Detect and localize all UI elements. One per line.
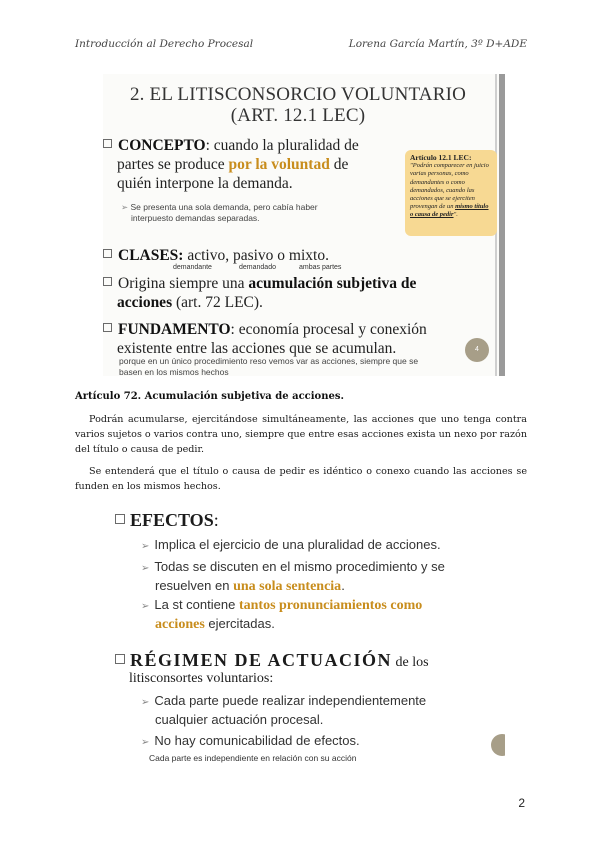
origina-block bbox=[103, 274, 498, 312]
fundamento-note bbox=[119, 356, 459, 376]
arrow-icon: ➢ bbox=[141, 697, 150, 708]
article-title: Artículo 72. Acumulación subjetiva de acciones. bbox=[75, 391, 344, 402]
efectos-item-2-d: . bbox=[341, 578, 345, 593]
origina-text-d: (art. 72 LEC). bbox=[172, 294, 263, 311]
concepto-text-a: : cuando la pluralidad de bbox=[205, 137, 359, 154]
efectos-item-1-text: Implica el ejercicio de una pluralidad de acciones. bbox=[154, 537, 441, 552]
slide-number-badge: 4 bbox=[465, 338, 489, 362]
header-right: Lorena García Martín, 3º D+ADE bbox=[348, 38, 527, 50]
arrow-icon: ➢ bbox=[141, 737, 150, 748]
slide-efectos bbox=[105, 502, 505, 772]
origina-text-a: Origina siempre una bbox=[118, 275, 249, 292]
slide-number-badge bbox=[491, 734, 505, 756]
arrow-icon: ➢ bbox=[141, 563, 150, 574]
efectos-item-3-d: ejercitadas. bbox=[204, 616, 275, 631]
efectos-item-3 bbox=[141, 596, 481, 633]
checkbox-bullet-icon bbox=[115, 514, 125, 524]
regimen-heading bbox=[115, 650, 465, 687]
checkbox-bullet-icon bbox=[103, 277, 112, 286]
efectos-item-3-highlight: tantos pronunciamientos como bbox=[238, 598, 423, 613]
slide-litisconsorcio bbox=[103, 74, 505, 376]
clases-label: CLASES: bbox=[118, 247, 184, 264]
page-number: 2 bbox=[518, 796, 525, 810]
clases-note-demandado: demandado bbox=[239, 264, 276, 271]
efectos-heading bbox=[115, 510, 219, 531]
efectos-item-2-b: resuelven en bbox=[155, 578, 234, 593]
slide-title bbox=[103, 84, 493, 126]
arrow-icon: ➢ bbox=[141, 541, 150, 552]
efectos-item-2 bbox=[141, 558, 481, 595]
regimen-item-1 bbox=[141, 692, 481, 728]
fundamento-text-a: : economía procesal y conexión bbox=[230, 321, 427, 338]
header-left: Introducción al Derecho Procesal bbox=[75, 38, 254, 50]
concepto-sub-line1: Se presenta una sola demanda, pero cabía haber bbox=[130, 202, 318, 212]
regimen-item-2-note: Cada parte es independiente en relación con su acción bbox=[149, 753, 357, 763]
efectos-item-1 bbox=[141, 536, 441, 555]
checkbox-bullet-icon bbox=[115, 654, 125, 664]
regimen-text-b: de los bbox=[392, 655, 429, 670]
note-underlined: mismo título o causa de pedir bbox=[410, 203, 489, 219]
origina-text-b: acumulación subjetiva de bbox=[248, 275, 417, 292]
article-paragraph-1: Podrán acumularse, ejercitándose simultáneamente, las acciones que uno tenga contra varios sujetos o varios contra uno, siempre que entre esas acciones exista un nexo por razón del título o causa de pedir. bbox=[75, 414, 527, 455]
regimen-label: RÉGIMEN DE ACTUACIÓN bbox=[130, 650, 393, 670]
regimen-item-1-b: cualquier actuación procesal. bbox=[155, 712, 324, 727]
clases-note-ambas: ambas partes bbox=[299, 264, 342, 271]
fundamento-text-b: existente entre las acciones que se acumulan. bbox=[117, 340, 397, 357]
concepto-label: CONCEPTO bbox=[118, 137, 206, 154]
concepto-text-c: de bbox=[329, 156, 349, 173]
regimen-item-2-text: No hay comunicabilidad de efectos. bbox=[154, 733, 360, 748]
efectos-colon: : bbox=[213, 510, 219, 530]
checkbox-bullet-icon bbox=[103, 249, 112, 258]
concepto-sub-line2: interpuesto demandas separadas. bbox=[131, 213, 260, 223]
arrow-icon: ➢ bbox=[141, 601, 150, 612]
concepto-highlight: por la voluntad bbox=[228, 156, 330, 173]
fundamento-note-line2: basen en los mismos hechos bbox=[119, 367, 229, 376]
clases-text: activo, pasivo o mixto. bbox=[183, 247, 329, 264]
concepto-block bbox=[103, 136, 403, 193]
clases-block bbox=[103, 246, 329, 265]
efectos-item-3-a: La st contiene bbox=[154, 597, 239, 612]
arrow-icon: ➢ bbox=[121, 202, 131, 212]
note-title: Artículo 12.1 LEC: bbox=[410, 153, 472, 162]
concepto-subpoint bbox=[121, 202, 411, 224]
regimen-item-1-a: Cada parte puede realizar independientemente bbox=[154, 693, 427, 708]
efectos-item-2-a: Todas se discuten en el mismo procedimiento y se bbox=[154, 559, 445, 574]
fundamento-label: FUNDAMENTO bbox=[118, 321, 231, 338]
concepto-text-b: partes se produce bbox=[117, 156, 229, 173]
efectos-item-2-highlight: una sola sentencia bbox=[233, 579, 342, 594]
slide-title-line1: 2. EL LITISCONSORCIO VOLUNTARIO bbox=[129, 84, 467, 105]
note-box bbox=[405, 150, 497, 236]
efectos-label: EFECTOS bbox=[130, 510, 214, 530]
regimen-text-c: litisconsortes voluntarios: bbox=[129, 671, 274, 686]
origina-text-c: acciones bbox=[117, 294, 173, 311]
regimen-item-2 bbox=[141, 732, 360, 751]
efectos-item-3-c: acciones bbox=[155, 617, 205, 632]
slide-title-line2: (ART. 12.1 LEC) bbox=[230, 105, 366, 126]
fundamento-block bbox=[103, 320, 498, 358]
fundamento-note-line1: porque en un único procedimiento reso vemos var as acciones, siempre que se bbox=[119, 356, 419, 366]
article-paragraph-2: Se entenderá que el título o causa de pedir es idéntico o conexo cuando las acciones se funden en los mismos hechos. bbox=[75, 466, 527, 492]
checkbox-bullet-icon bbox=[103, 139, 112, 148]
slide-edge bbox=[499, 74, 505, 376]
note-text: "Podrán comparecer en juicio varias personas, como demandantes o como demandados, cuando las acciones que se ejerciten provengan de un bbox=[410, 162, 489, 211]
note-end: ". bbox=[453, 211, 458, 219]
concepto-text-d: quién interpone la demanda. bbox=[117, 175, 293, 192]
clases-note-demandante: demandante bbox=[173, 264, 212, 271]
checkbox-bullet-icon bbox=[103, 323, 112, 332]
